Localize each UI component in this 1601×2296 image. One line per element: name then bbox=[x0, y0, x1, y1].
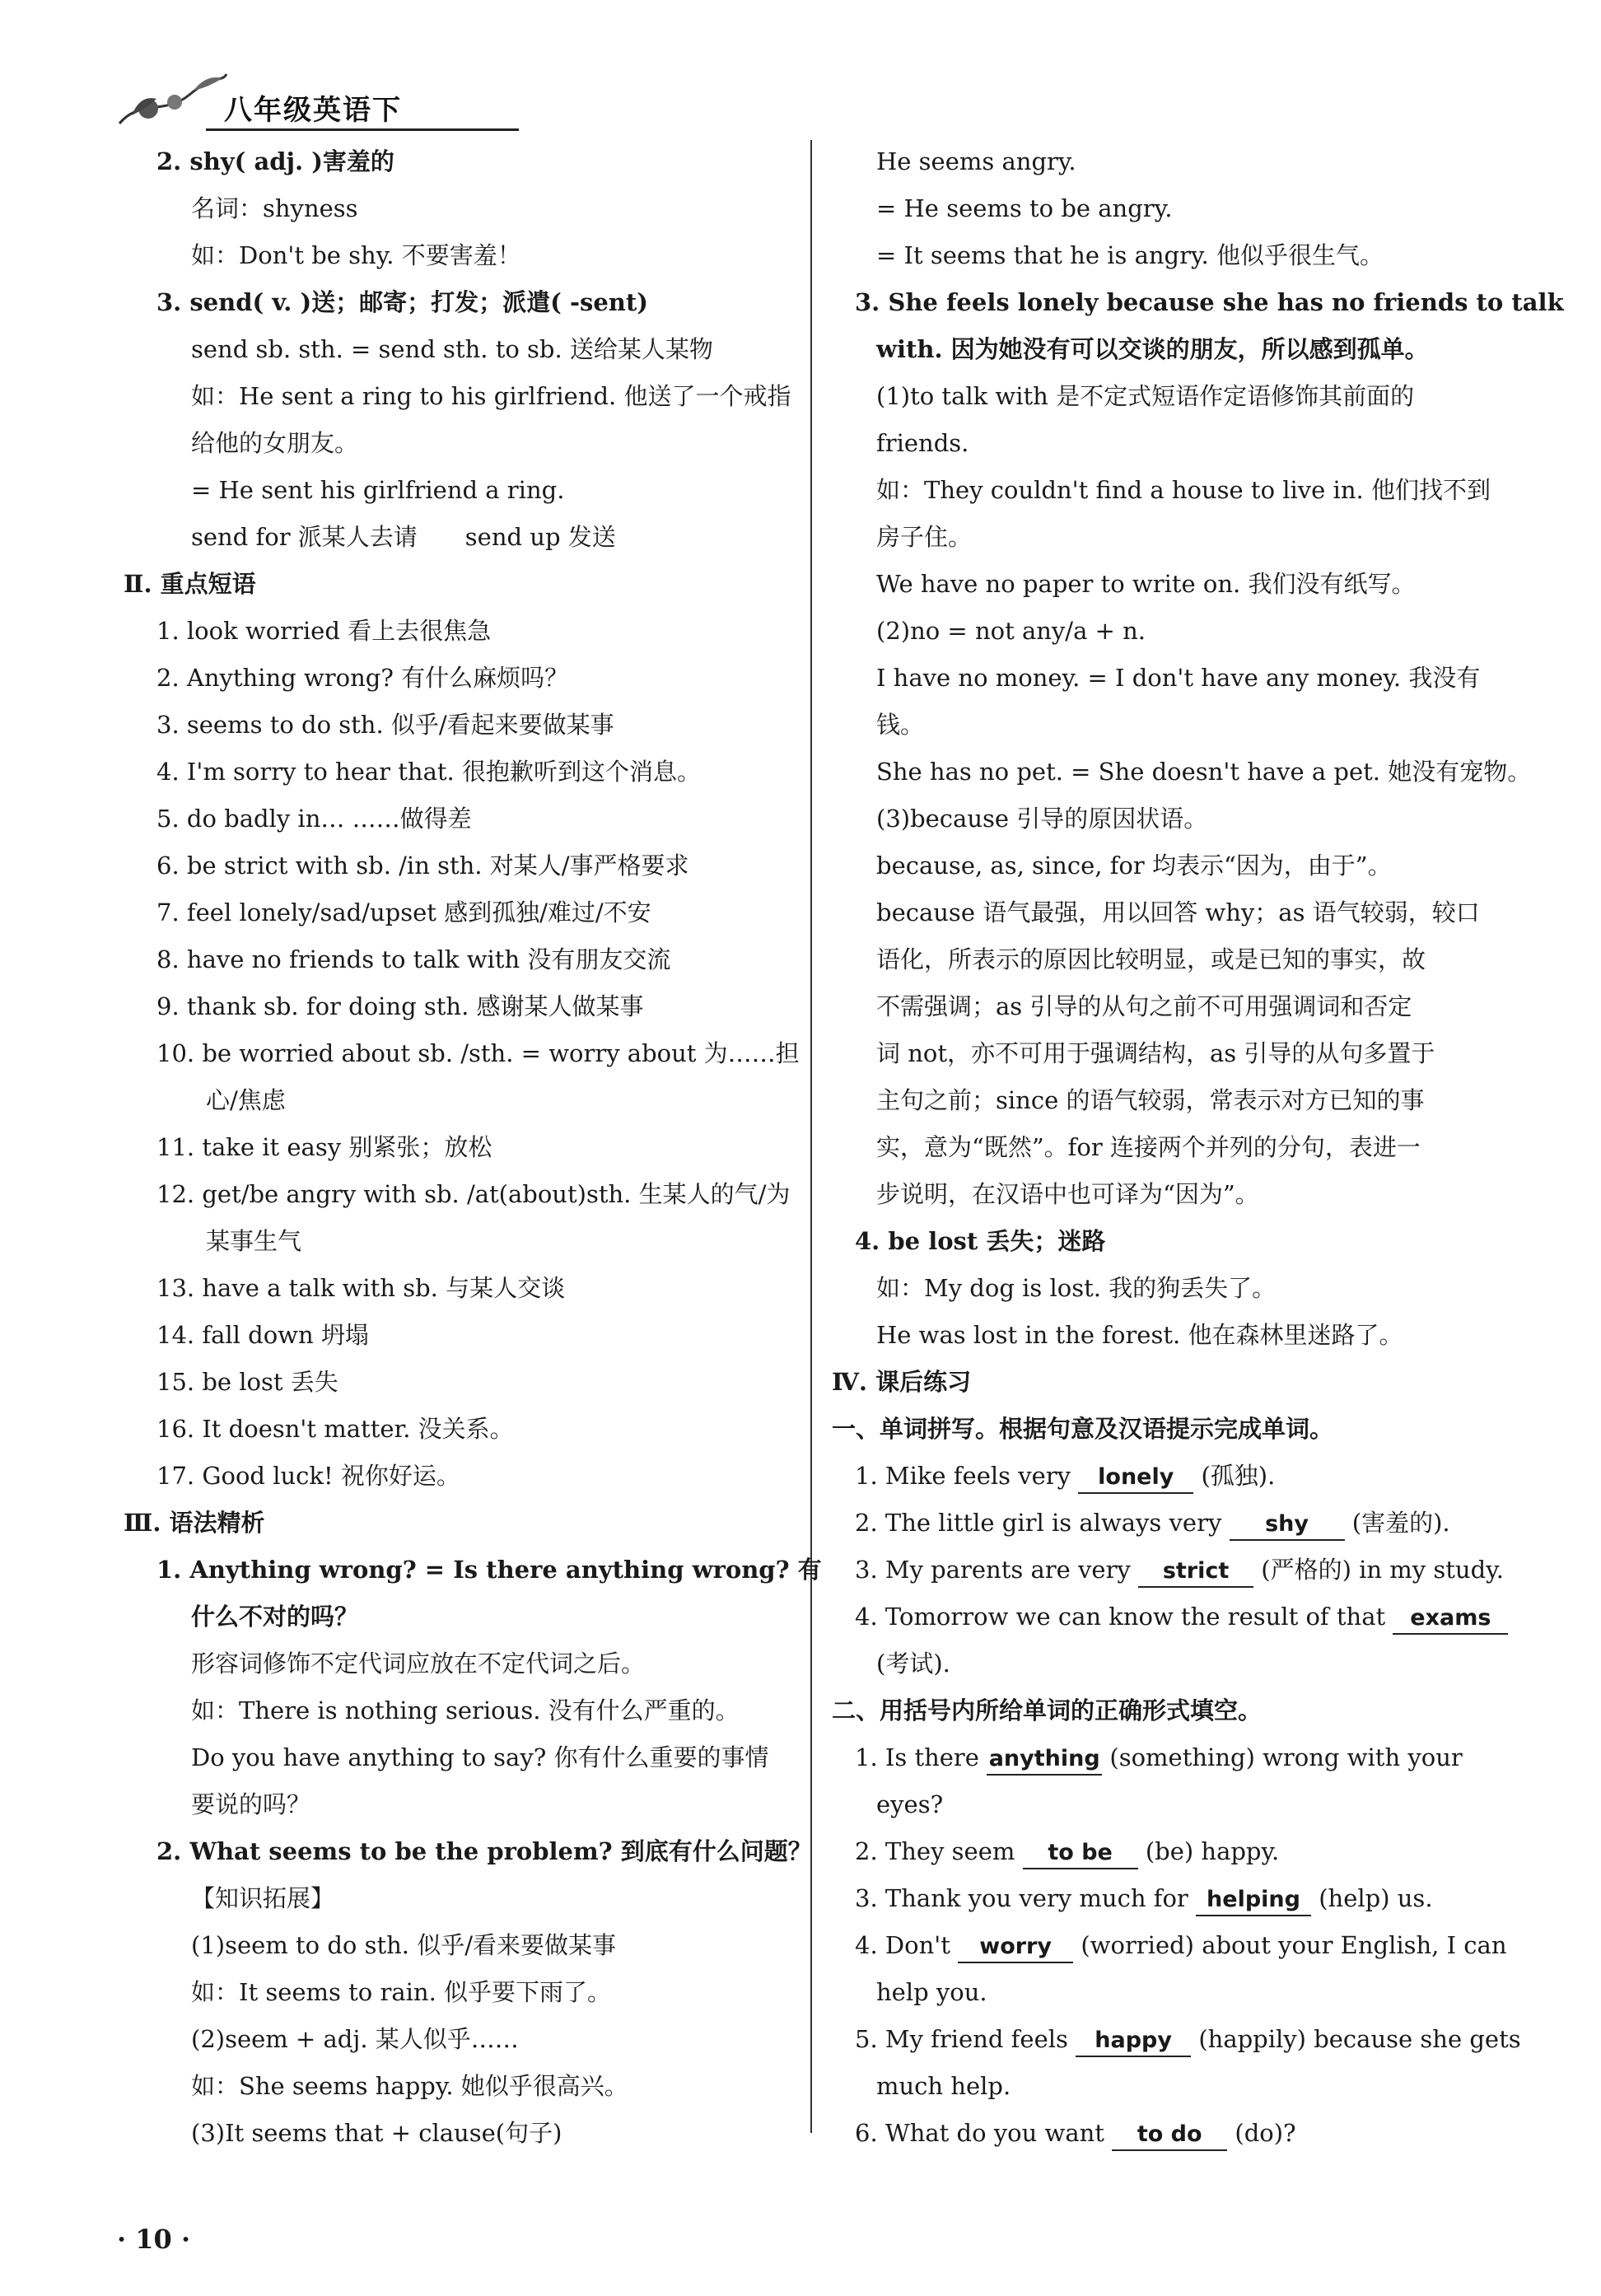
exercise-continuation: much help. bbox=[876, 2072, 1011, 2100]
right-text-line: I have no money. = I don't have any money. 我没有 bbox=[876, 664, 1481, 692]
left-text-line: 4. I'm sorry to hear that. 很抱歉听到这个消息。 bbox=[156, 758, 701, 786]
right-text-line: 一、单词拼写。根据句意及汉语提示完成单词。 bbox=[832, 1415, 1334, 1443]
hint-text: (严格的) in my study. bbox=[1253, 1556, 1504, 1584]
left-column bbox=[124, 138, 822, 2157]
right-text-line: 不需强调；as 引导的从句之前不可用强调词和否定 bbox=[876, 992, 1412, 1020]
right-text-line: 主句之前；since 的语气较弱，常表示对方已知的事 bbox=[876, 1086, 1425, 1114]
left-text-line: 什么不对的吗？ bbox=[191, 1603, 359, 1631]
word-form-exercise-item bbox=[832, 1875, 1503, 1922]
left-text-line: 2. shy( adj. )害羞的 bbox=[156, 147, 394, 175]
left-text-line: 1. look worried 看上去很焦急 bbox=[156, 617, 492, 645]
right-text-line: 房子住。 bbox=[876, 523, 973, 551]
question-text: 1. Mike feels very bbox=[855, 1462, 1079, 1490]
right-text-line: 3. She feels lonely because she has no friends to talk bbox=[855, 288, 1564, 316]
question-text: 6. What do you want bbox=[855, 2119, 1113, 2147]
right-text-line: 钱。 bbox=[876, 711, 925, 739]
left-text-line: 9. thank sb. for doing sth. 感谢某人做某事 bbox=[156, 992, 644, 1020]
left-text-line: 形容词修饰不定代词应放在不定代词之后。 bbox=[191, 1650, 646, 1678]
right-text-line: (3)because 引导的原因状语。 bbox=[876, 805, 1208, 833]
left-text-line: 如：There is nothing serious. 没有什么严重的。 bbox=[191, 1696, 740, 1724]
right-text-line: friends. bbox=[876, 429, 969, 457]
right-text-line: because 语气最强，用以回答 why；as 语气较弱，较口 bbox=[876, 898, 1480, 926]
answer-blank: helping bbox=[1196, 1885, 1311, 1916]
left-text-line: 6. be strict with sb. /in sth. 对某人/事严格要求 bbox=[156, 852, 689, 880]
word-form-exercise-item bbox=[832, 2110, 1503, 2157]
right-text-line: (1)to talk with 是不定式短语作定语修饰其前面的 bbox=[876, 382, 1415, 410]
left-text-line: 某事生气 bbox=[206, 1227, 302, 1255]
right-text-line: We have no paper to write on. 我们没有纸写。 bbox=[876, 570, 1416, 598]
left-text-line: 3. send( v. )送；邮寄；打发；派遣( -sent) bbox=[156, 288, 649, 316]
right-text-line: Ⅳ. 课后练习 bbox=[832, 1368, 972, 1396]
left-text-line: 如：Don't be shy. 不要害羞！ bbox=[191, 241, 521, 269]
answer-blank: to be bbox=[1023, 1838, 1138, 1869]
answer-blank: to do bbox=[1112, 2120, 1227, 2151]
left-text-line: 给他的女朋友。 bbox=[191, 429, 359, 457]
left-text-line: send for 派某人去请 send up 发送 bbox=[191, 523, 616, 551]
left-text-line: 13. have a talk with sb. 与某人交谈 bbox=[156, 1274, 566, 1302]
right-text-line: 词 not，亦不可用于强调结构，as 引导的从句多置于 bbox=[876, 1039, 1435, 1067]
question-text: 2. The little girl is always very bbox=[855, 1509, 1230, 1537]
exercise-continuation: (考试). bbox=[876, 1650, 950, 1678]
left-text-line: 11. take it easy 别紧张；放松 bbox=[156, 1133, 492, 1161]
hint-text: (do)? bbox=[1227, 2119, 1296, 2147]
answer-blank: happy bbox=[1076, 2026, 1191, 2057]
left-text-line: 8. have no friends to talk with 没有朋友交流 bbox=[156, 945, 671, 973]
hint-text: (worried) about your English, I can bbox=[1073, 1931, 1507, 1959]
left-text-line: 16. It doesn't matter. 没关系。 bbox=[156, 1415, 514, 1443]
exercise-title: 二、用括号内所给单词的正确形式填空。 bbox=[832, 1696, 1263, 1724]
left-text-line: 12. get/be angry with sb. /at(about)sth. 生某人的气/为 bbox=[156, 1180, 791, 1208]
left-text-line: send sb. sth. = send sth. to sb. 送给某人某物 bbox=[191, 335, 713, 363]
right-text-line: because, as, since, for 均表示“因为，由于”。 bbox=[876, 852, 1392, 880]
left-text-line: 1. Anything wrong? = Is there anything wrong? 有 bbox=[156, 1556, 822, 1584]
question-text: 3. Thank you very much for bbox=[855, 1884, 1197, 1912]
left-text-line: = He sent his girlfriend a ring. bbox=[191, 476, 565, 504]
left-text-line: 2. Anything wrong? 有什么麻烦吗？ bbox=[156, 664, 569, 692]
spelling-exercise-item bbox=[832, 1500, 1503, 1547]
spelling-exercise-item bbox=[832, 1453, 1503, 1500]
word-form-exercise-item bbox=[832, 1922, 1507, 1969]
left-text-line: (3)It seems that + clause(句子) bbox=[191, 2119, 562, 2147]
right-text-line: He seems angry. bbox=[876, 147, 1076, 175]
right-text-line: 语化，所表示的原因比较明显，或是已知的事实，故 bbox=[876, 945, 1426, 973]
exercise-continuation: eyes? bbox=[876, 1790, 944, 1818]
answer-blank: anything bbox=[987, 1744, 1102, 1776]
question-text: 4. Don't bbox=[855, 1931, 959, 1959]
word-form-exercise-item bbox=[832, 1734, 1503, 1781]
left-text-line: 【知识拓展】 bbox=[191, 1884, 335, 1912]
right-column bbox=[832, 138, 1564, 2157]
right-text-line: She has no pet. = She doesn't have a pet. 她没有宠物。 bbox=[876, 758, 1532, 786]
left-text-line: (1)seem to do sth. 似乎/看来要做某事 bbox=[191, 1931, 616, 1959]
spelling-exercise-item bbox=[832, 1547, 1503, 1594]
question-text: 2. They seem bbox=[855, 1837, 1023, 1865]
header-rule bbox=[206, 128, 519, 131]
left-text-line: Ⅲ. 语法精析 bbox=[124, 1509, 265, 1537]
right-text-line: 如：My dog is lost. 我的狗丢失了。 bbox=[876, 1274, 1277, 1302]
book-title: 八年级英语下 bbox=[224, 94, 402, 127]
answer-blank: exams bbox=[1393, 1603, 1508, 1635]
page-header bbox=[115, 66, 445, 132]
right-text-line: (2)no = not any/a + n. bbox=[876, 617, 1146, 645]
right-text-line: 步说明，在汉语中也可译为“因为”。 bbox=[876, 1180, 1259, 1208]
left-text-line: 14. fall down 坍塌 bbox=[156, 1321, 369, 1349]
right-text-line: = He seems to be angry. bbox=[876, 194, 1173, 222]
left-text-line: 5. do badly in… ……做得差 bbox=[156, 805, 472, 833]
left-text-line: 如：It seems to rain. 似乎要下雨了。 bbox=[191, 1978, 612, 2006]
hint-text: (happily) because she gets bbox=[1191, 2025, 1521, 2053]
left-text-line: Do you have anything to say? 你有什么重要的事情 bbox=[191, 1743, 769, 1771]
answer-blank: shy bbox=[1230, 1510, 1345, 1541]
page-number: · 10 · bbox=[117, 2224, 191, 2255]
left-text-line: 15. be lost 丢失 bbox=[156, 1368, 338, 1396]
answer-blank: worry bbox=[958, 1932, 1073, 1963]
right-text-line: 如：They couldn't find a house to live in. 他们找不到 bbox=[876, 476, 1491, 504]
question-text: 5. My friend feels bbox=[855, 2025, 1076, 2053]
right-text-line: with. 因为她没有可以交谈的朋友，所以感到孤单。 bbox=[876, 335, 1429, 363]
floral-ornament-icon bbox=[115, 66, 231, 132]
question-text: 4. Tomorrow we can know the result of that bbox=[855, 1603, 1393, 1631]
left-text-line: (2)seem + adj. 某人似乎…… bbox=[191, 2025, 519, 2053]
hint-text: (something) wrong with your bbox=[1102, 1743, 1463, 1771]
left-text-line: 心/焦虑 bbox=[206, 1086, 286, 1114]
left-text-line: 如：She seems happy. 她似乎很高兴。 bbox=[191, 2072, 628, 2100]
right-text-line: He was lost in the forest. 他在森林里迷路了。 bbox=[876, 1321, 1403, 1349]
left-text-line: 如：He sent a ring to his girlfriend. 他送了一个戒指 bbox=[191, 382, 791, 410]
right-text-line: = It seems that he is angry. 他似乎很生气。 bbox=[876, 241, 1384, 269]
question-text: 3. My parents are very bbox=[855, 1556, 1139, 1584]
hint-text: (be) happy. bbox=[1137, 1837, 1280, 1865]
hint-text: (help) us. bbox=[1311, 1884, 1433, 1912]
left-text-line: 10. be worried about sb. /sth. = worry about 为……担 bbox=[156, 1039, 800, 1067]
hint-text: (害羞的). bbox=[1344, 1509, 1450, 1537]
right-text-line: 实，意为“既然”。for 连接两个并列的分句，表进一 bbox=[876, 1133, 1421, 1161]
answer-blank: strict bbox=[1138, 1556, 1253, 1588]
answer-blank: lonely bbox=[1078, 1463, 1193, 1494]
hint-text: (孤独). bbox=[1193, 1462, 1276, 1490]
right-text-line: 4. be lost 丢失；迷路 bbox=[855, 1227, 1106, 1255]
left-text-line: 7. feel lonely/sad/upset 感到孤独/难过/不安 bbox=[156, 898, 651, 926]
left-text-line: 名词：shyness bbox=[191, 194, 358, 222]
left-text-line: 17. Good luck! 祝你好运。 bbox=[156, 1462, 460, 1490]
left-text-line: 3. seems to do sth. 似乎/看起来要做某事 bbox=[156, 711, 614, 739]
word-form-exercise-item bbox=[832, 2016, 1521, 2063]
exercise-continuation: help you. bbox=[876, 1978, 987, 2006]
left-text-line: 2. What seems to be the problem? 到底有什么问题？ bbox=[156, 1837, 812, 1865]
left-text-line: Ⅱ. 重点短语 bbox=[124, 570, 256, 598]
question-text: 1. Is there bbox=[855, 1743, 987, 1771]
left-text-line: 要说的吗？ bbox=[191, 1790, 311, 1818]
spelling-exercise-item bbox=[832, 1594, 1503, 1640]
word-form-exercise-item bbox=[832, 1828, 1503, 1875]
